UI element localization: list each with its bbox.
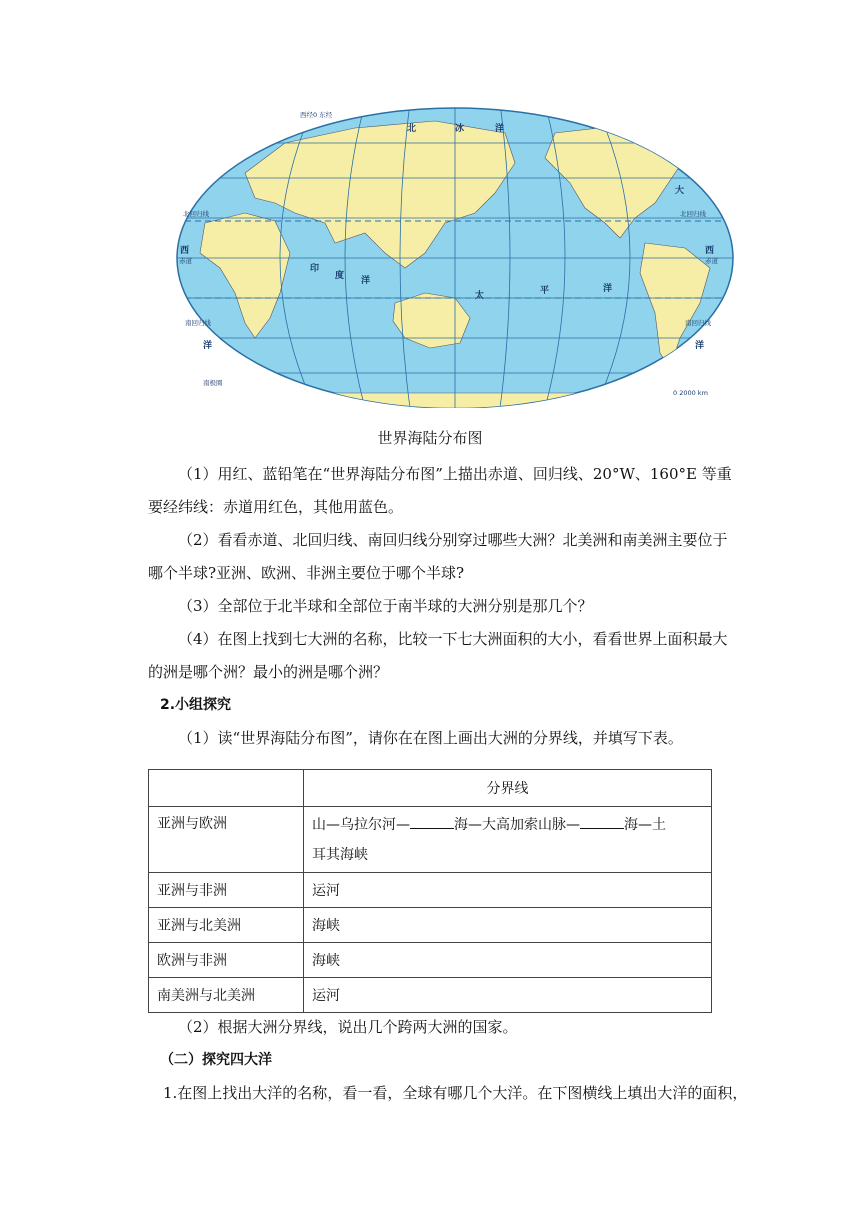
table-header-row	[149, 770, 712, 807]
fill-blank-2[interactable]	[580, 814, 624, 829]
arctic-label-1: 北	[407, 124, 417, 134]
table-header-boundary: 分界线	[304, 770, 712, 807]
world-map	[175, 103, 735, 408]
boundary-part-b: 海—大高加索山脉—	[454, 816, 580, 833]
boundary-part-d: 耳其海峡	[312, 846, 368, 863]
row-boundary: 运河	[304, 873, 712, 908]
row-boundary: 海峡	[304, 943, 712, 978]
equator-label-right: 赤道	[705, 257, 718, 265]
row-pair: 亚洲与北美洲	[149, 908, 304, 943]
question-4: （4）在图上找到七大洲的名称，比较一下七大洲面积的大小，看看世界上面积最大的洲是哪个洲？最小的洲是哪个洲？	[148, 630, 728, 681]
group-question-2: （2）根据大洲分界线，说出几个跨两大洲的国家。	[178, 1018, 518, 1036]
west-label: 西	[180, 246, 190, 256]
group-question-1: （1）读“世界海陆分布图”，请你在在图上画出大洲的分界线，并填写下表。	[178, 729, 683, 747]
west-ocean-label: 洋	[203, 341, 213, 351]
indian-label-1: 印	[310, 264, 320, 274]
world-map-svg	[175, 103, 735, 408]
fill-blank-1[interactable]	[410, 814, 454, 829]
row-pair: 亚洲与非洲	[149, 873, 304, 908]
tropic-n-label-left: 北回归线	[183, 210, 209, 218]
row-pair: 亚洲与欧洲	[149, 807, 304, 873]
map-caption: 世界海陆分布图	[377, 429, 483, 447]
question-1: （1）用红、蓝铅笔在“世界海陆分布图”上描出赤道、回归线、20°W、160°E 等重要经纬线：赤道用红色，其他用蓝色。	[148, 465, 732, 516]
pacific-label-1: 太	[475, 291, 485, 301]
group-heading: 2.小组探究	[160, 697, 232, 713]
equator-label-left: 赤道	[179, 257, 192, 265]
top-meridian-label: 西经0 东经	[300, 111, 333, 119]
table-row	[149, 943, 712, 978]
boundary-part-c: 海—土	[624, 816, 666, 833]
boundary-part-a: 山—乌拉尔河—	[312, 816, 410, 833]
table-row	[149, 873, 712, 908]
polar-s-label: 南极圈	[203, 379, 223, 387]
pacific-label-3: 洋	[603, 284, 613, 294]
ocean-question-1: 1.在图上找出大洋的名称，看一看，全球有哪几个大洋。在下图横线上填出大洋的面积，	[163, 1084, 748, 1102]
table-row	[149, 807, 712, 873]
row-pair: 欧洲与非洲	[149, 943, 304, 978]
section-heading-oceans: （二）探究四大洋	[160, 1052, 272, 1068]
greenland-landmass	[675, 113, 720, 148]
row-pair: 南美洲与北美洲	[149, 978, 304, 1013]
question-2: （2）看看赤道、北回归线、南回归线分别穿过哪些大洲？北美洲和南美洲主要位于哪个半球?亚洲、欧洲、非洲主要位于哪个半球?	[148, 531, 728, 582]
arctic-label-2: 冰	[455, 124, 465, 134]
atlantic-label-2: 西	[705, 246, 715, 256]
row-boundary	[304, 807, 712, 873]
atlantic-label-1: 大	[675, 186, 685, 196]
indian-label-2: 度	[335, 271, 345, 281]
pacific-label-2: 平	[540, 286, 550, 296]
arctic-label-3: 洋	[495, 124, 505, 134]
tropic-n-label-right: 北回归线	[680, 210, 706, 218]
tropic-s-label-right: 南回归线	[685, 319, 711, 327]
question-3: （3）全部位于北半球和全部位于南半球的大洲分别是那几个？	[178, 597, 593, 615]
scale-label: 0 2000 km	[673, 389, 708, 397]
atlantic-label-3: 洋	[695, 341, 705, 351]
table-header-blank	[149, 770, 304, 807]
indian-label-3: 洋	[361, 276, 371, 286]
boundary-table	[148, 769, 712, 1013]
row-boundary: 运河	[304, 978, 712, 1013]
table-row	[149, 908, 712, 943]
tropic-s-label-left: 南回归线	[185, 319, 211, 327]
row-boundary: 海峡	[304, 908, 712, 943]
table-row	[149, 978, 712, 1013]
